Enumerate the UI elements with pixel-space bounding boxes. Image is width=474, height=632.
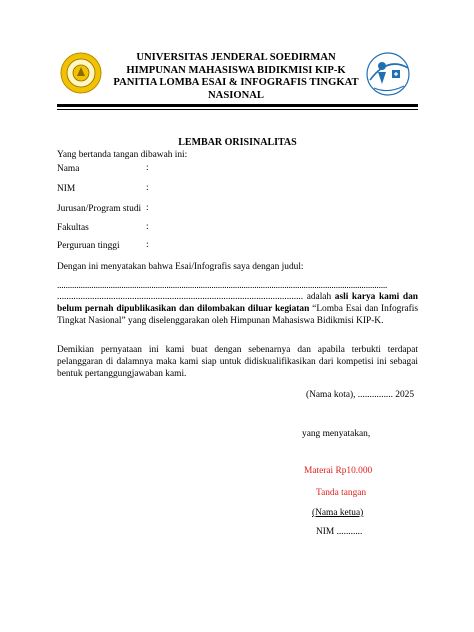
adalah-text: adalah [303,292,335,302]
intro-text: Yang bertanda tangan dibawah ini: [57,150,188,160]
field-colon-fakultas: : [146,222,149,232]
letterhead-rule-thin [57,109,418,110]
document-title: LEMBAR ORISINALITAS [178,137,297,148]
field-label-jurusan: Jurusan/Program studi [57,204,142,214]
field-colon-nama: : [146,163,149,173]
field-label-fakultas: Fakultas [57,223,89,233]
originality-rest-text: “Lomba Esai dan Infografis Tingkat Nasional” yang diselenggarakan oleh Himpunan Mahasiswa Bidikmisi KIP-K. [57,304,419,327]
tanda-tangan-label: Tanda tangan [316,488,367,498]
statement-text: Dengan ini menyatakan bahwa Esai/Infografis saya dengan judul: [57,262,304,272]
nama-ketua: (Nama ketua) [312,508,364,518]
field-label-nim: NIM [57,184,76,194]
closing-paragraph: Demikian pernyataan ini kami buat dengan sebenarnya dan apabila terbukti terdapat pelanggaran di dalamnya maka kami siap untuk didiskualifikasikan dari kompetisi ini sebagai bentuk pertanggungjawaban kami. [57,345,418,380]
field-colon-jurusan: : [146,203,149,213]
title-dotted-line-2: ......................................................................................................... [57,292,304,302]
letterhead-line-3: PANITIA LOMBA ESAI & INFOGRAFIS TINGKAT [113,77,359,89]
originality-bold-text: asli karya kami dan belum pernah dipublikasikan dan dilombakan diluar kegiatan [57,292,418,315]
letterhead-line-1: UNIVERSITAS JENDERAL SOEDIRMAN [136,52,336,63]
letterhead-line-2: HIMPUNAN MAHASISWA BIDIKMISI KIP-K [126,64,346,76]
field-label-perguruan-tinggi: Perguruan tinggi [57,241,120,251]
field-label-nama: Nama [57,164,80,174]
field-colon-nim: : [146,183,149,193]
originality-paragraph [57,291,418,328]
materai-label: Materai Rp10.000 [304,466,373,476]
nim-signature: NIM ........... [316,527,363,537]
yang-menyatakan: yang menyatakan, [302,429,371,439]
letterhead-rule-thick [57,104,418,107]
title-dotted-line: .......................................................................................................................................................... [57,281,388,291]
organization-logo-icon [364,50,414,98]
university-logo-icon [60,52,102,94]
field-colon-perguruan-tinggi: : [146,240,149,250]
letterhead-line-4: NASIONAL [208,89,264,101]
letterhead [108,52,364,102]
place-date: (Nama kota), ............... 2025 [306,390,415,400]
